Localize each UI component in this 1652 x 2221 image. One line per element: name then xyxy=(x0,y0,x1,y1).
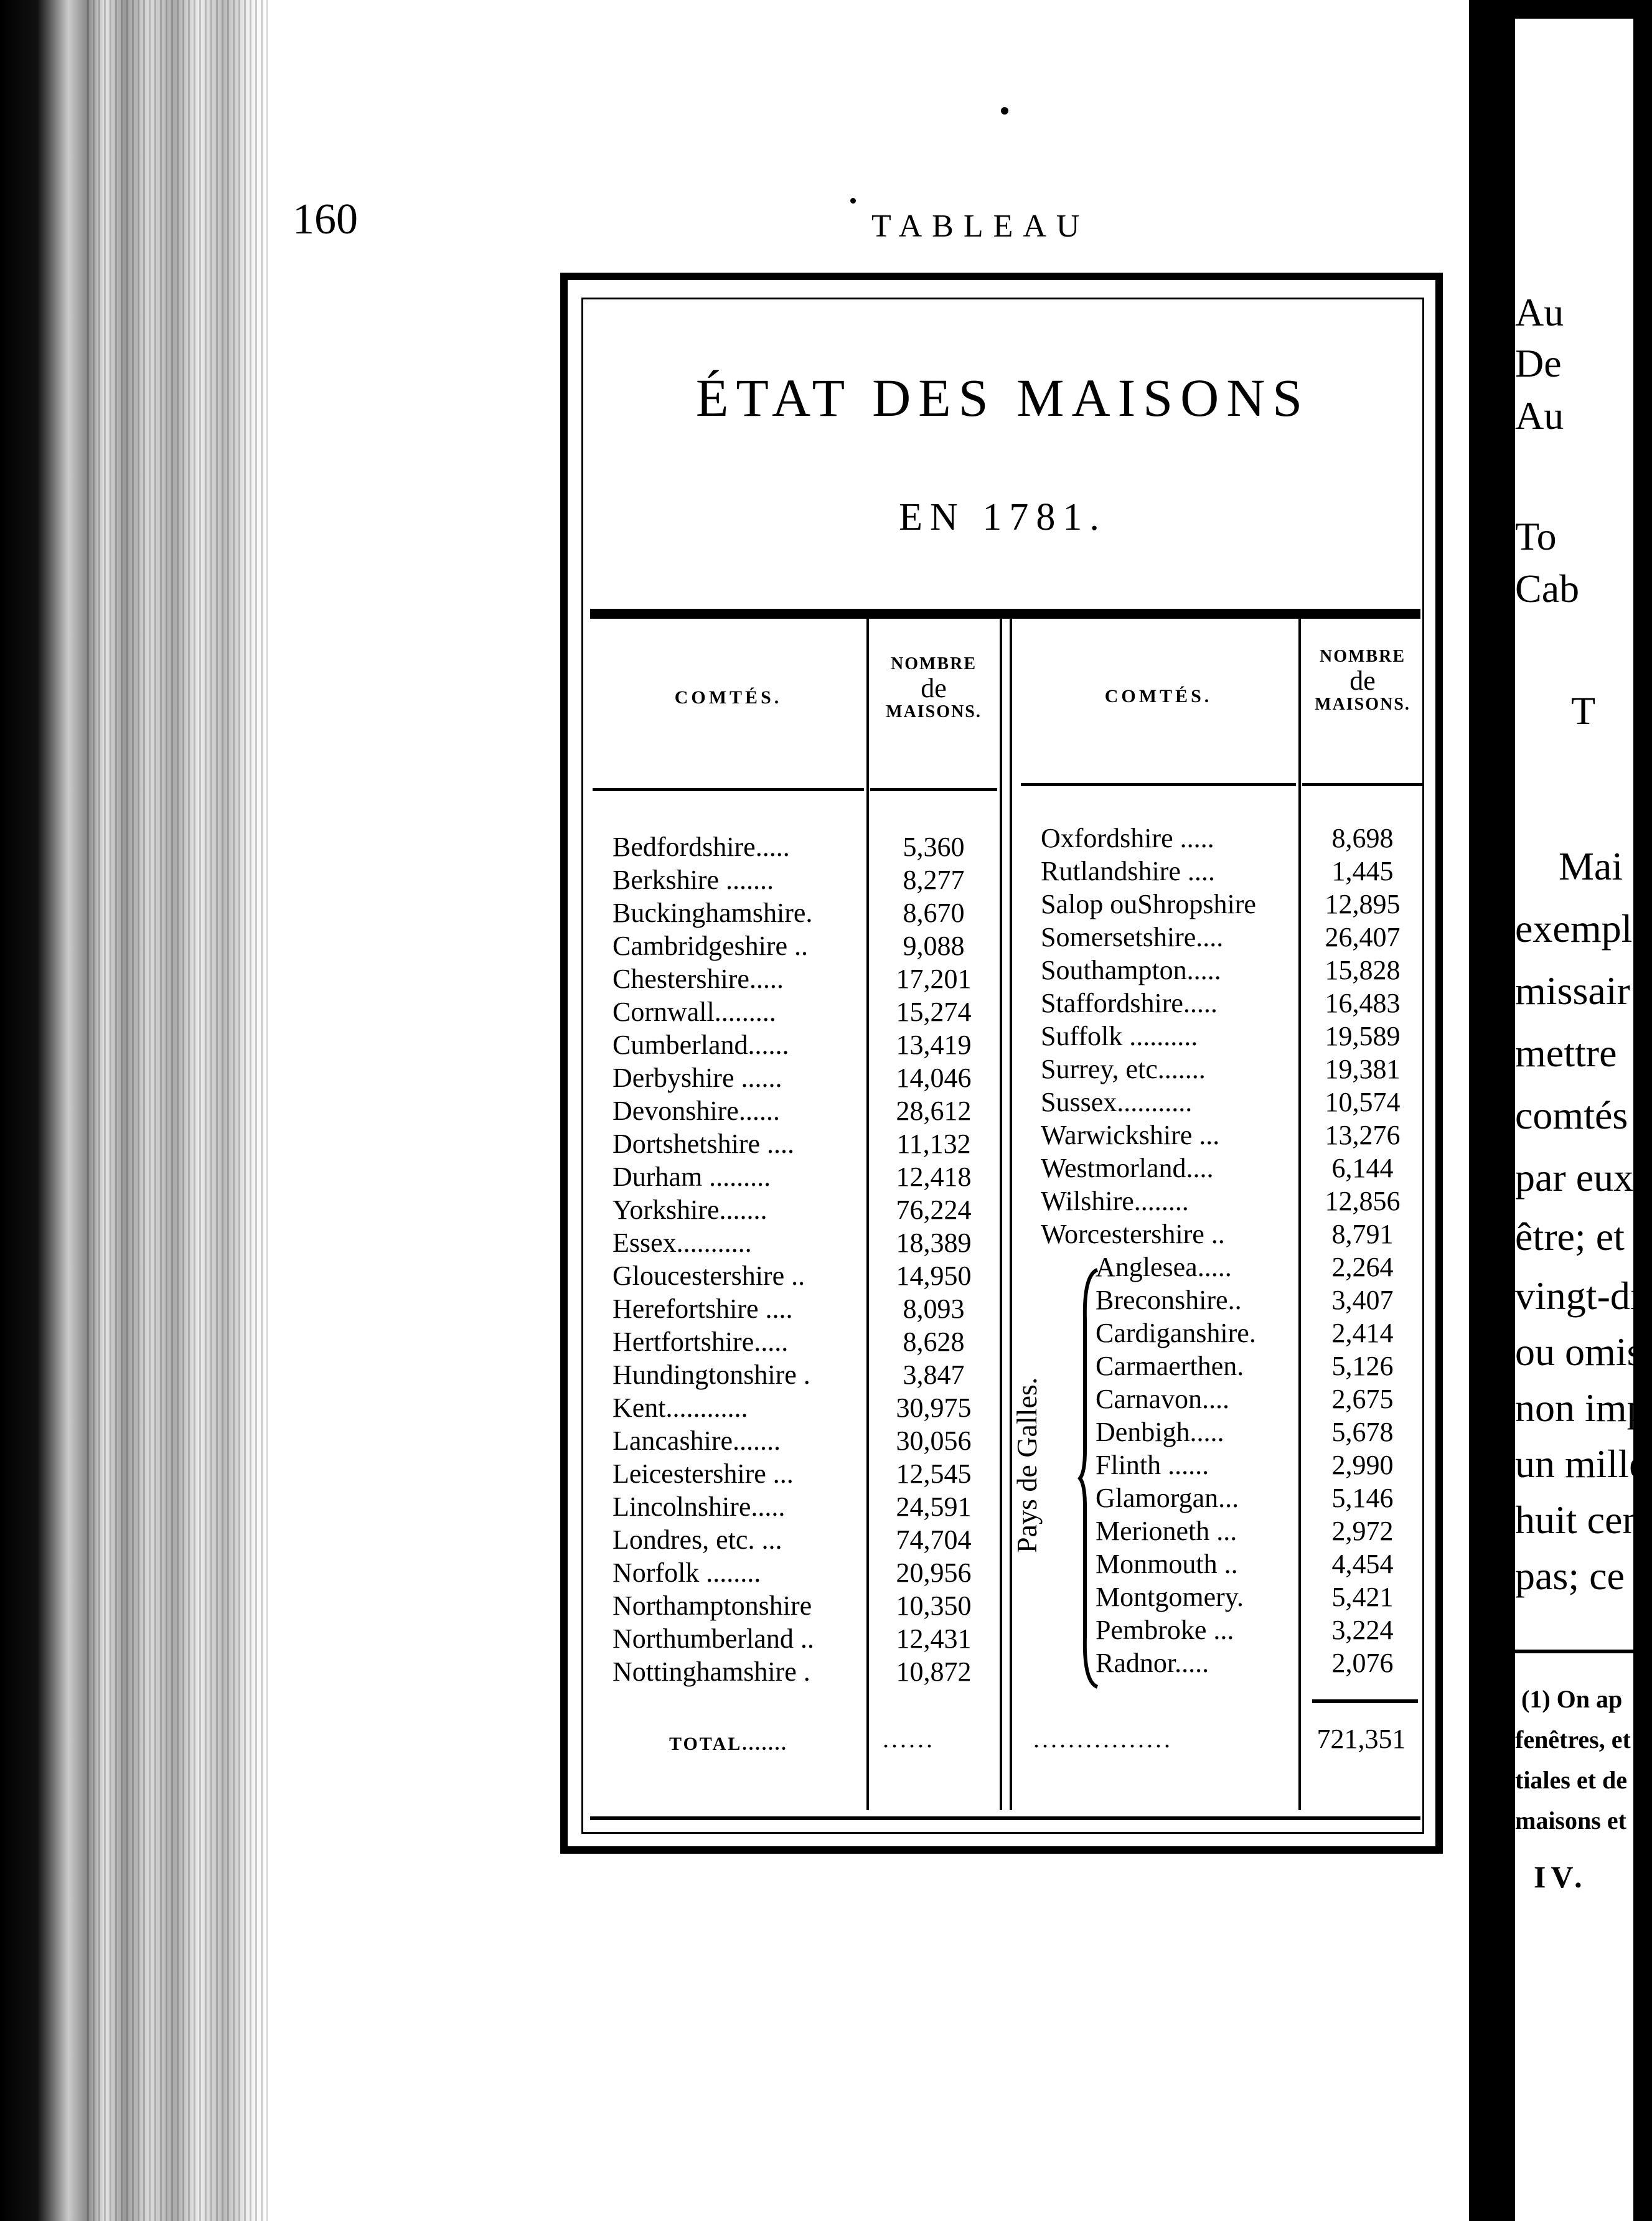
county-cell: Leicestershire ... xyxy=(612,1458,794,1489)
facing-line: exempl xyxy=(1515,906,1633,951)
houses-cell: 12,545 xyxy=(896,1458,972,1489)
houses-cell: 19,589 xyxy=(1325,1021,1401,1051)
houses-cell: 8,791 xyxy=(1331,1219,1394,1249)
facing-line: Cab xyxy=(1515,566,1580,611)
column-divider xyxy=(866,616,869,1810)
houses-cell: 2,990 xyxy=(1331,1450,1394,1480)
county-cell: Worcestershire .. xyxy=(1041,1219,1225,1249)
column-divider xyxy=(1298,616,1301,1810)
total-dot-leader: ...... xyxy=(883,1725,935,1753)
houses-cell: 3,224 xyxy=(1331,1615,1394,1645)
houses-cell: 10,872 xyxy=(896,1656,972,1687)
county-cell: Essex........... xyxy=(612,1228,752,1258)
houses-cell: 5,421 xyxy=(1331,1582,1394,1612)
houses-cell: 2,972 xyxy=(1331,1516,1394,1546)
houses-cell: 28,612 xyxy=(896,1096,972,1126)
county-cell: Suffolk .......... xyxy=(1041,1021,1198,1051)
houses-cell: 14,046 xyxy=(896,1063,972,1093)
county-cell: Northumberland .. xyxy=(612,1623,814,1654)
houses-cell: 5,360 xyxy=(903,832,965,862)
houses-cell: 9,088 xyxy=(903,931,965,961)
county-cell: Anglesea..... xyxy=(1096,1252,1232,1282)
county-cell: Lancashire....... xyxy=(612,1425,781,1456)
houses-cell: 1,445 xyxy=(1331,856,1394,886)
houses-cell: 12,418 xyxy=(896,1162,972,1192)
facing-line: missair xyxy=(1515,969,1630,1013)
facing-line: un mille xyxy=(1515,1442,1647,1486)
county-cell: Cornwall......... xyxy=(612,997,776,1027)
houses-cell: 19,381 xyxy=(1325,1054,1401,1084)
county-cell: Derbyshire ...... xyxy=(612,1063,782,1093)
county-cell: Oxfordshire ..... xyxy=(1041,823,1214,853)
houses-cell: 10,350 xyxy=(896,1590,972,1621)
houses-cell: 3,847 xyxy=(903,1359,965,1390)
facing-line: To xyxy=(1515,514,1557,558)
footnote-rule xyxy=(1515,1650,1633,1653)
total-value: 721,351 xyxy=(1316,1724,1406,1754)
county-cell: Cardiganshire. xyxy=(1096,1318,1256,1348)
county-cell: Hundingtonshire . xyxy=(612,1359,810,1390)
houses-cell: 15,828 xyxy=(1325,955,1401,985)
header-nombre-left: NOMBRE de MAISONS. xyxy=(886,654,982,721)
county-cell: Breconshire.. xyxy=(1096,1285,1242,1315)
facing-line: non imp xyxy=(1515,1386,1647,1430)
county-cell: Cumberland...... xyxy=(612,1030,789,1060)
book-gutter xyxy=(1469,0,1515,2221)
wales-brace xyxy=(1080,1270,1099,1687)
county-cell: Warwickshire ... xyxy=(1041,1120,1220,1150)
county-cell: Carnavon.... xyxy=(1096,1384,1230,1414)
subheader-rule xyxy=(593,788,864,791)
facing-page xyxy=(1515,19,1652,2221)
section-number: IV. xyxy=(1534,1859,1587,1894)
houses-cell: 4,454 xyxy=(1331,1549,1394,1579)
page-number: 160 xyxy=(293,195,358,243)
houses-cell: 11,132 xyxy=(896,1129,971,1159)
facing-line: par eux xyxy=(1515,1155,1634,1200)
houses-cell: 14,950 xyxy=(896,1261,972,1291)
county-cell: Bedfordshire..... xyxy=(612,832,790,862)
running-head: TABLEAU xyxy=(871,209,1090,244)
houses-cell: 13,276 xyxy=(1325,1120,1401,1150)
houses-cell: 2,264 xyxy=(1331,1252,1394,1282)
county-cell: Westmorland.... xyxy=(1041,1153,1214,1183)
houses-cell: 8,277 xyxy=(903,865,965,895)
county-cell: Hertfortshire..... xyxy=(612,1326,789,1357)
houses-cell: 26,407 xyxy=(1325,922,1401,952)
wales-group-label: Pays de Galles. xyxy=(1011,1377,1043,1553)
county-cell: Denbigh..... xyxy=(1096,1417,1224,1447)
county-cell: Sussex........... xyxy=(1041,1087,1193,1117)
footnote-line: maisons et s xyxy=(1515,1806,1643,1834)
header-comtes-left: COMTÉS. xyxy=(674,687,782,708)
county-cell: Staffordshire..... xyxy=(1041,988,1218,1018)
county-cell: Merioneth ... xyxy=(1096,1516,1237,1546)
county-cell: Buckinghamshire. xyxy=(612,898,813,928)
total-dot-leader: ................ xyxy=(1033,1725,1173,1753)
subheader-rule xyxy=(1302,783,1423,786)
county-cell: Salop ouShropshire xyxy=(1041,889,1256,919)
subheader-rule xyxy=(870,788,997,791)
facing-line: De xyxy=(1515,341,1562,385)
county-cell: Montgomery. xyxy=(1096,1582,1244,1612)
county-cell: Gloucestershire .. xyxy=(612,1261,805,1291)
footnote-line: (1) On ap xyxy=(1521,1685,1623,1713)
county-cell: Yorkshire....... xyxy=(612,1195,767,1225)
houses-cell: 74,704 xyxy=(896,1524,972,1555)
houses-cell: 30,056 xyxy=(896,1425,972,1456)
left-county-column xyxy=(612,830,861,1688)
houses-cell: 10,574 xyxy=(1325,1087,1401,1117)
houses-cell: 76,224 xyxy=(896,1195,972,1225)
houses-cell: 6,144 xyxy=(1331,1153,1394,1183)
table-subtitle: EN 1781. xyxy=(899,496,1107,538)
county-cell: Londres, etc. ... xyxy=(612,1524,782,1555)
houses-cell: 12,895 xyxy=(1325,889,1401,919)
county-cell: Monmouth .. xyxy=(1096,1549,1238,1579)
ink-speck xyxy=(850,198,856,204)
county-cell: Durham ......... xyxy=(612,1162,771,1192)
facing-line: Au xyxy=(1515,290,1564,334)
houses-cell: 16,483 xyxy=(1325,988,1401,1018)
county-cell: Devonshire...... xyxy=(612,1096,780,1126)
facing-line: comtés xyxy=(1515,1093,1628,1137)
county-cell: Surrey, etc....... xyxy=(1041,1054,1206,1084)
county-cell: Lincolnshire..... xyxy=(612,1491,786,1522)
houses-cell: 2,076 xyxy=(1331,1648,1394,1678)
footnote-line: fenêtres, et xyxy=(1515,1726,1631,1754)
header-nombre-right: NOMBRE de MAISONS. xyxy=(1315,647,1410,714)
houses-cell: 5,678 xyxy=(1331,1417,1394,1447)
houses-cell: 8,698 xyxy=(1331,823,1394,853)
county-cell: Kent............ xyxy=(612,1392,748,1423)
ink-speck xyxy=(1001,107,1008,115)
county-cell: Glamorgan... xyxy=(1096,1483,1239,1513)
houses-cell: 12,431 xyxy=(896,1623,972,1654)
total-rule xyxy=(1312,1699,1418,1703)
houses-cell: 8,093 xyxy=(903,1294,965,1324)
subheader-rule xyxy=(1021,783,1296,786)
county-cell: Herefortshire .... xyxy=(612,1294,793,1324)
county-cell: Carmaerthen. xyxy=(1096,1351,1244,1381)
table-title: ÉTAT DES MAISONS xyxy=(695,368,1310,428)
houses-cell: 5,126 xyxy=(1331,1351,1394,1381)
houses-cell: 8,670 xyxy=(903,898,965,928)
column-divider xyxy=(1000,616,1002,1810)
footnote-line: tiales et de xyxy=(1515,1766,1627,1794)
header-comtes-right: COMTÉS. xyxy=(1104,686,1213,707)
county-cell: Berkshire ....... xyxy=(612,865,774,895)
facing-line: T xyxy=(1571,688,1596,733)
facing-line: vingt-di xyxy=(1515,1274,1641,1318)
county-cell: Wilshire........ xyxy=(1041,1186,1189,1216)
county-cell: Cambridgeshire .. xyxy=(612,931,809,961)
right-houses-column xyxy=(1302,822,1423,1679)
left-houses-column xyxy=(871,830,996,1688)
county-cell: Nottinghamshire . xyxy=(612,1656,810,1687)
houses-cell: 12,856 xyxy=(1325,1186,1401,1216)
houses-cell: 13,419 xyxy=(896,1030,972,1060)
header-rule xyxy=(590,609,1420,619)
facing-line: mettre xyxy=(1515,1031,1617,1075)
houses-cell: 15,274 xyxy=(896,997,972,1027)
county-cell: Norfolk ........ xyxy=(612,1557,761,1588)
total-label: TOTAL....... xyxy=(669,1734,788,1754)
houses-cell: 18,389 xyxy=(896,1228,972,1258)
houses-cell: 2,675 xyxy=(1331,1384,1394,1414)
facing-line: Mai xyxy=(1559,844,1623,888)
houses-cell: 8,628 xyxy=(903,1326,965,1357)
facing-line: ou omis xyxy=(1515,1330,1643,1374)
county-cell: Somersetshire.... xyxy=(1041,922,1224,952)
houses-cell: 30,975 xyxy=(896,1392,972,1423)
houses-cell: 2,414 xyxy=(1331,1318,1394,1348)
facing-line: huit cen xyxy=(1515,1498,1643,1542)
houses-cell: 17,201 xyxy=(896,964,972,994)
houses-cell: 20,956 xyxy=(896,1557,972,1588)
facing-line: être; et xyxy=(1515,1214,1625,1259)
facing-line: pas; ce c xyxy=(1515,1554,1652,1598)
county-cell: Dortshetshire .... xyxy=(612,1129,795,1159)
houses-cell: 3,407 xyxy=(1331,1285,1394,1315)
bottom-rule xyxy=(590,1816,1420,1820)
county-cell: Pembroke ... xyxy=(1096,1615,1234,1645)
county-cell: Flinth ...... xyxy=(1096,1450,1209,1480)
county-cell: Chestershire..... xyxy=(612,964,784,994)
houses-cell: 24,591 xyxy=(896,1491,972,1522)
column-divider xyxy=(1010,616,1012,1810)
page-edges xyxy=(87,0,280,2221)
county-cell: Radnor..... xyxy=(1096,1648,1209,1678)
county-cell: Northamptonshire xyxy=(612,1590,812,1621)
county-cell: Southampton..... xyxy=(1041,955,1221,985)
houses-cell: 5,146 xyxy=(1331,1483,1394,1513)
county-cell: Rutlandshire .... xyxy=(1041,856,1215,886)
facing-line: Au xyxy=(1515,393,1564,438)
